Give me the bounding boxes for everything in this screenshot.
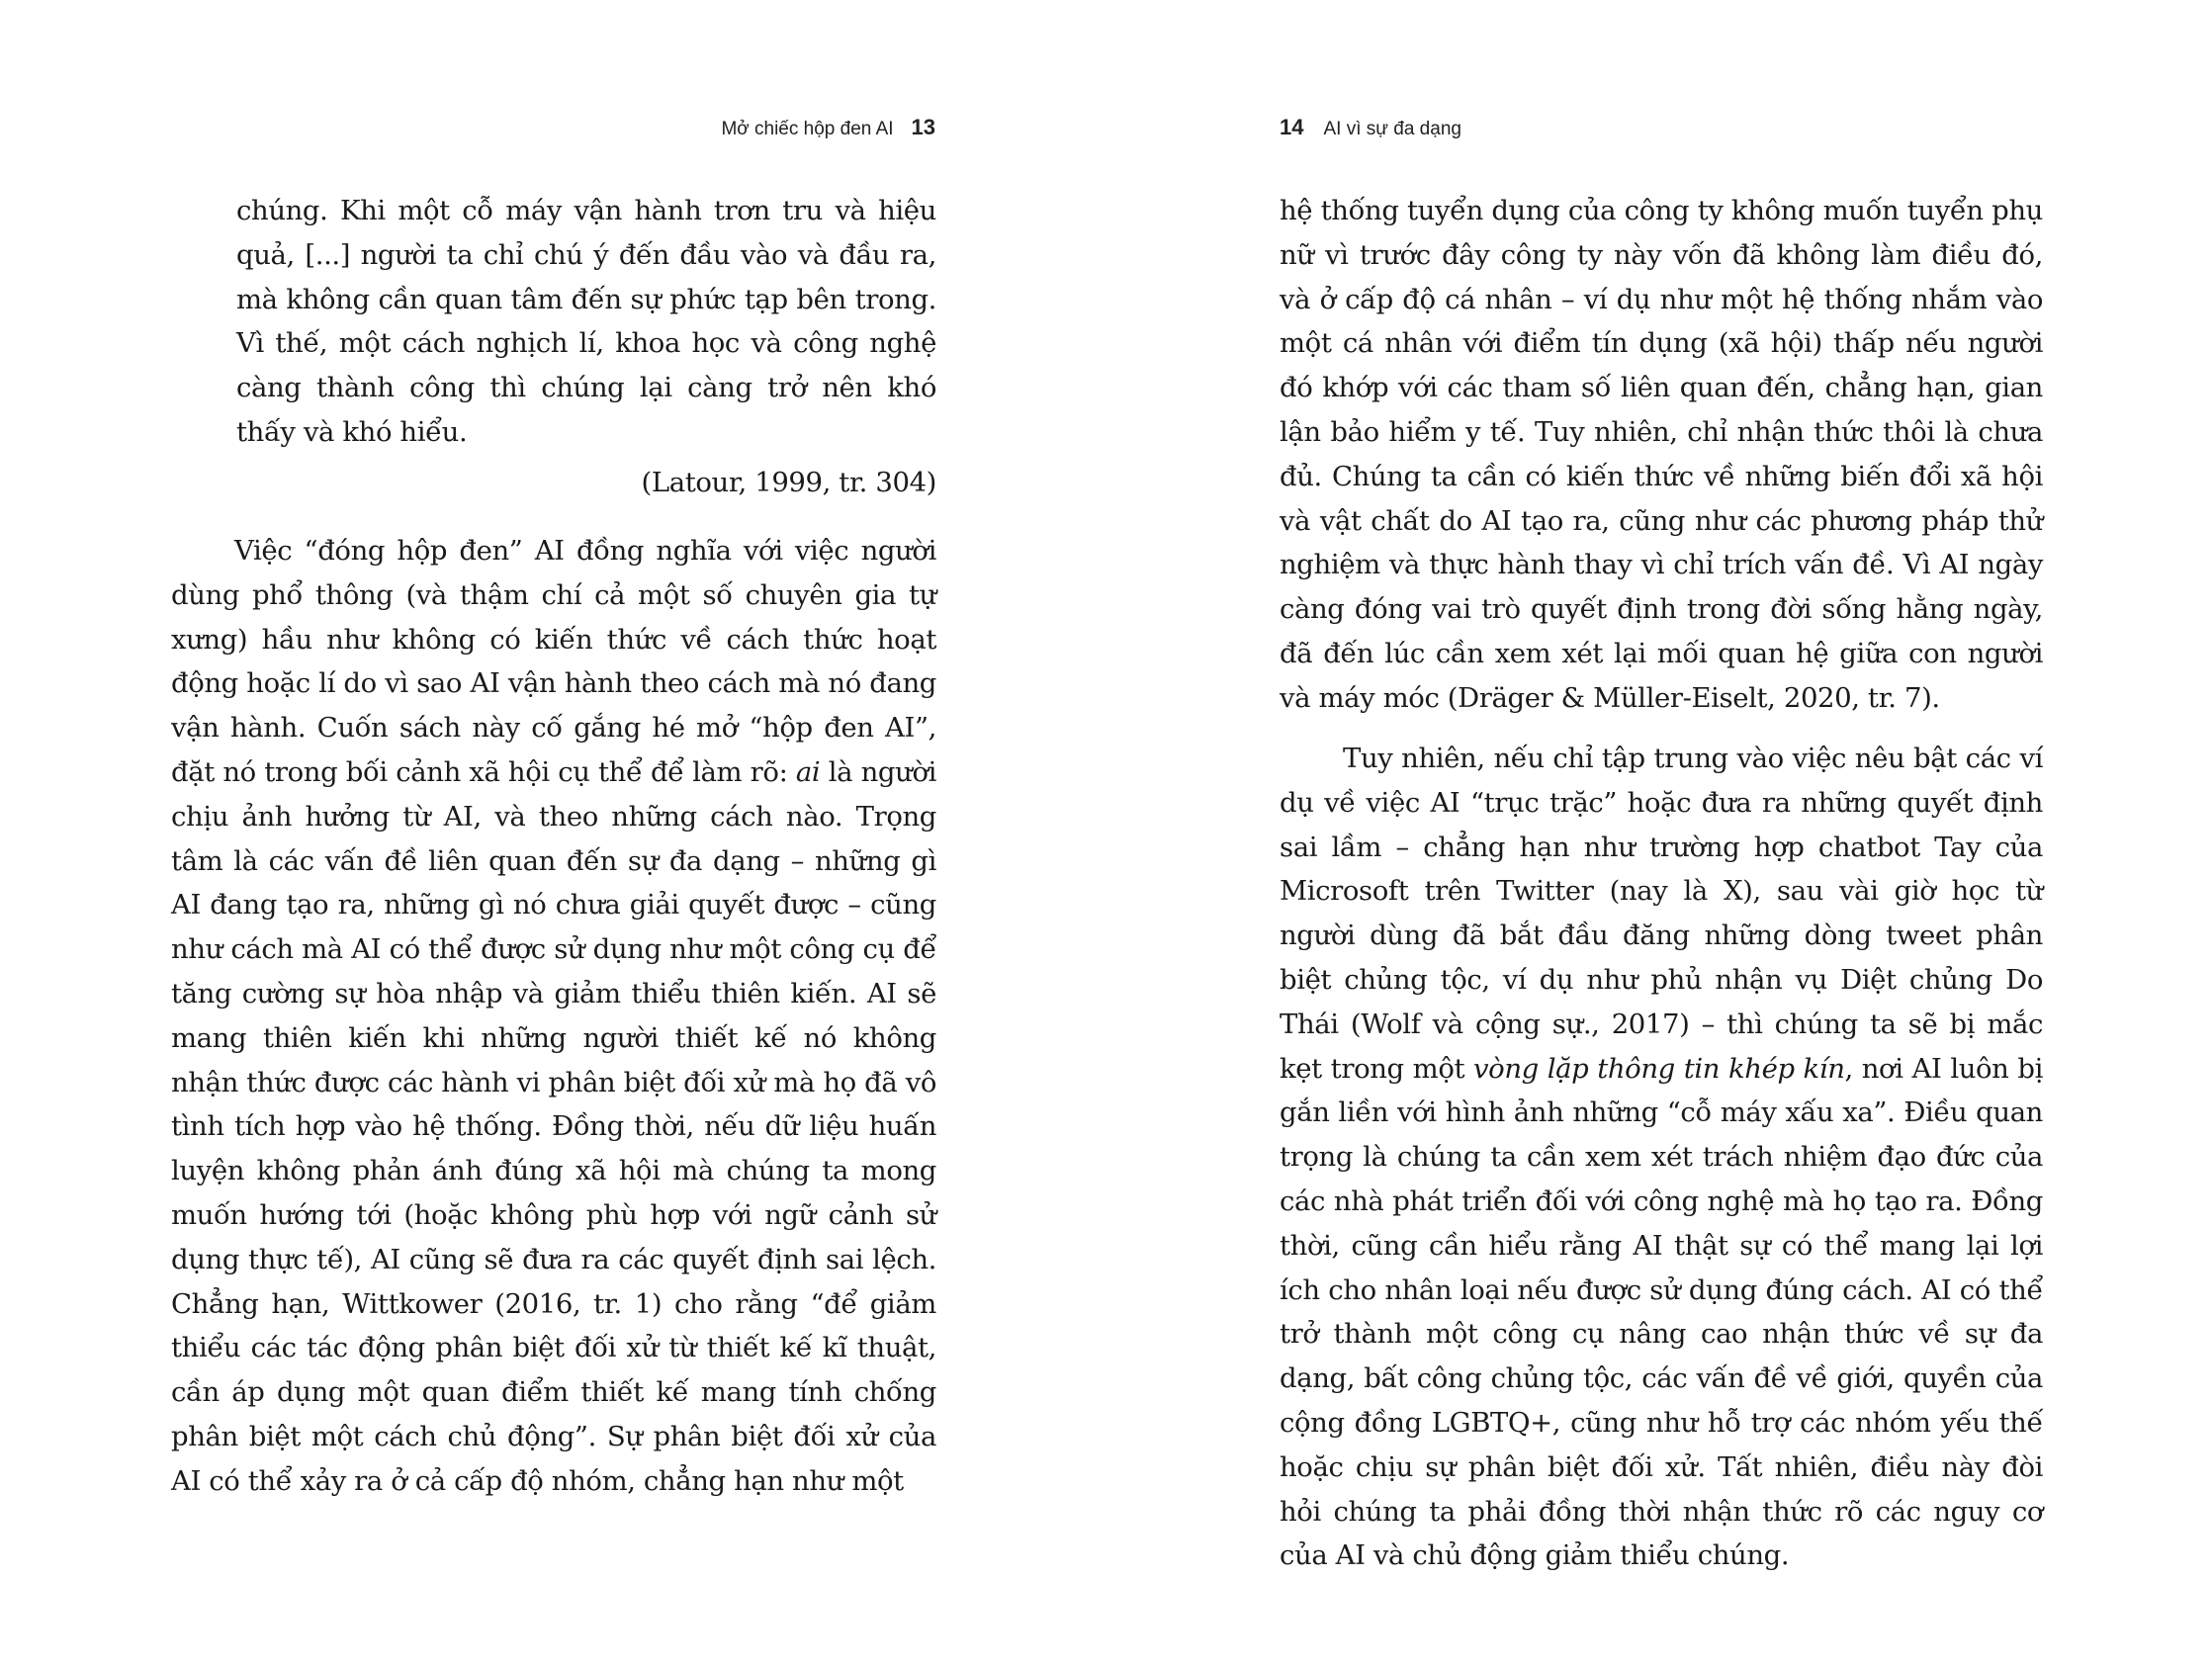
quote-text: chúng. Khi một cỗ máy vận hành trơn tru và hiệu quả, [...] người ta chỉ chú ý đến đầu vào và đầu ra, mà không cần quan tâm đến sự phức tạp bên trong. Vì thế, một cách nghịch lí, khoa học và công nghệ càng thành công thì chúng lại càng trở nên khó thấy và khó hiểu. xyxy=(236,195,936,448)
emphasis-text: ai xyxy=(795,755,821,788)
page-number: 13 xyxy=(911,115,935,139)
body-text xyxy=(1280,737,2043,1578)
paragraph-text: Việc “đóng hộp đen” AI đồng nghĩa với việc người dùng phổ thông (và thậm chí cả một số chuyên gia tự xưng) hầu như không có kiến thức về cách thức hoạt động hoặc lí do vì sao AI vận hành theo cách mà nó đang vận hành. Cuốn sách này cố gắng hé mở “hộp đen AI”, đặt nó trong bối cảnh xã hội cụ thể để làm rõ: xyxy=(171,535,936,788)
block-quote xyxy=(236,189,936,455)
paragraph xyxy=(171,529,936,1504)
paragraph-text: Tuy nhiên, nếu chỉ tập trung vào việc nêu bật các ví dụ về việc AI “trục trặc” hoặc đưa ra những quyết định sai lầm – chẳng hạn như trường hợp chatbot Tay của Microsoft trên Twitter (nay là X), sau vài giờ học từ người dùng đã bắt đầu đăng những dòng tweet phân biệt chủng tộc, ví dụ như phủ nhận vụ Diệt chủng Do Thái (Wolf và cộng sự., 2017) – thì chúng ta sẽ bị mắc kẹt trong một xyxy=(1280,743,2043,1085)
paragraph-text: là người chịu ảnh hưởng từ AI, và theo những cách nào. Trọng tâm là các vấn đề liên quan đến sự đa dạng – những gì AI đang tạo ra, những gì nó chưa giải quyết được – cũng như cách mà AI có thể được sử dụng như một công cụ để tăng cường sự hòa nhập và giảm thiểu thiên kiến. AI sẽ mang thiên kiến khi những người thiết kế nó không nhận thức được các hành vi phân biệt đối xử mà họ đã vô tình tích hợp vào hệ thống. Đồng thời, nếu dữ liệu huấn luyện không phản ánh đúng xã hội mà chúng ta mong muốn hướng tới (hoặc không phù hợp với ngữ cảnh sử dụng thực tế), AI cũng sẽ đưa ra các quyết định sai lệch. Chẳng hạn, Wittkower (2016, tr. 1) cho rằng “để giảm thiểu các tác động phân biệt đối xử từ thiết kế kĩ thuật, cần áp dụng một quan điểm thiết kế mang tính chống phân biệt một cách chủ động”. Sự phân biệt đối xử của AI có thể xảy ra ở cả cấp độ nhóm, chẳng hạn như một xyxy=(171,755,936,1497)
body-text xyxy=(1280,189,2043,721)
body-text xyxy=(171,529,936,1504)
running-head-title: AI vì sự đa dạng xyxy=(1323,119,1461,139)
right-page xyxy=(1106,0,2212,1667)
quote-citation: (Latour, 1999, tr. 304) xyxy=(641,467,936,498)
paragraph xyxy=(1280,737,2043,1578)
running-head-title: Mở chiếc hộp đen AI xyxy=(721,119,894,139)
page-number: 14 xyxy=(1280,115,1304,139)
emphasis-text: vòng lặp thông tin khép kín xyxy=(1473,1052,1845,1085)
paragraph-text: , nơi AI luôn bị gắn liền với hình ảnh những “cỗ máy xấu xa”. Điều quan trọng là chúng ta cần xem xét trách nhiệm đạo đức của các nhà phát triển đối với công nghệ mà họ tạo ra. Đồng thời, cũng cần hiểu rằng AI thật sự có thể mang lại lợi ích cho nhân loại nếu được sử dụng đúng cách. AI có thể trở thành một công cụ nâng cao nhận thức về sự đa dạng, bất công chủng tộc, các vấn đề về giới, quyền của cộng đồng LGBTQ+, cũng như hỗ trợ các nhóm yếu thế hoặc chịu sự phân biệt đối xử. Tất nhiên, điều này đòi hỏi chúng ta phải đồng thời nhận thức rõ các nguy cơ của AI và chủ động giảm thiểu chúng. xyxy=(1280,1052,2043,1572)
paragraph: hệ thống tuyển dụng của công ty không muốn tuyển phụ nữ vì trước đây công ty này vốn đã không làm điều đó, và ở cấp độ cá nhân – ví dụ như một hệ thống nhắm vào một cá nhân với điểm tín dụng (xã hội) thấp nếu người đó khớp với các tham số liên quan đến, chẳng hạn, gian lận bảo hiểm y tế. Tuy nhiên, chỉ nhận thức thôi là chưa đủ. Chúng ta cần có kiến thức về những biến đổi xã hội và vật chất do AI tạo ra, cũng như các phương pháp thử nghiệm và thực hành thay vì chỉ trích vấn đề. Vì AI ngày càng đóng vai trò quyết định trong đời sống hằng ngày, đã đến lúc cần xem xét lại mối quan hệ giữa con người và máy móc (Dräger & Müller-Eiselt, 2020, tr. 7). xyxy=(1280,195,2043,714)
running-head-right xyxy=(1280,115,1461,140)
running-head-left xyxy=(721,115,935,140)
